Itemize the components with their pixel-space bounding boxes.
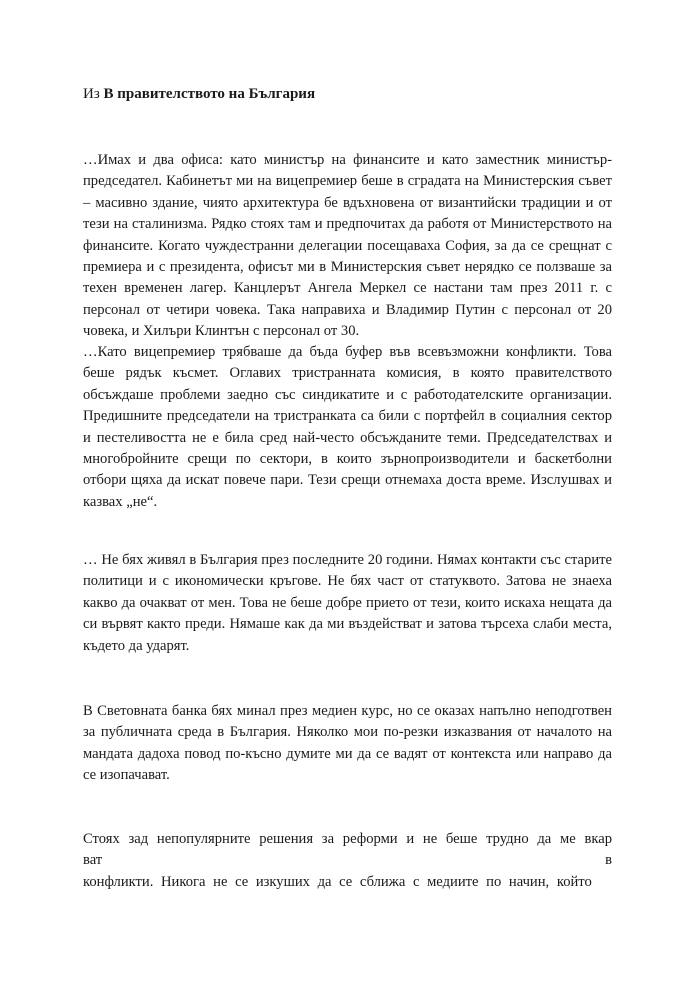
paragraph-5-line-1: Стоях зад непопулярните решения за реформи и не беше трудно да ме вкар <box>83 831 612 847</box>
document-title <box>83 84 315 104</box>
paragraph-5-line-2 <box>83 850 612 871</box>
paragraph-4: В Световната банка бях минал през медиен курс, но се оказах напълно неподготвен за публичната среда в България. Няколко мои по-резки изказвания от началото на мандата дадоха повод по-късно думите ми да се вадят от контекста или направо да се изопачават. <box>83 703 612 784</box>
paragraph-5-line-2-end: в <box>605 852 612 869</box>
paragraph-3: … Не бях живял в България през последните 20 години. Нямах контакти със старите политици и с икономически кръгове. Не бях част от статуквото. Затова не знаеха какво да очакват от мен. Това не беше добре прието от тези, които искаха нещата да си вървят както преди. Нямаше как да ми въздействат и затова търсеха слаби места, където да ударят. <box>83 552 612 654</box>
paragraph-5-line-2-start: ват <box>83 852 103 869</box>
title-prefix: Из <box>83 86 104 102</box>
paragraph-1: …Имах и два офиса: като министър на финансите и като заместник министър-председател. Кабинетът ми на вицепремиер беше в сградата на Министерския съвет – масивно здание, чиято архитектура бе вдъхновена от византийски традиции и от тези на сталинизма. Рядко стоях там и предпочитах да работя от Министерството на финансите. Когато чуждестранни делегации посещаваха София, за да се срещнат с премиера и с президента, офисът ми в Министерския съвет нерядко се ползваше за техен временен лагер. Канцлерът Ангела Меркел се настани там през 2011 г. с персонал от четири човека. Така направиха и Владимир Путин с персонал от 20 човека, и Хилъри Клинтън с персонал от 30. <box>83 152 612 340</box>
title-bold: В правителството на България <box>103 86 316 102</box>
paragraph-2: …Като вицепремиер трябваше да бъда буфер във всевъзможни конфликти. Това беше рядък късмет. Оглавих тристранната комисия, в която правителството обсъждаше проблеми заедно със синдикатите и с работодателските организации. Предишните председатели на тристранката са били с портфейл в социалния сектор и пестеливостта не е била сред най-често обсъжданите теми. Председателствах и многобройните срещи по сектори, в които зърнопроизводители и баскетболни отбори щяха да искат повече пари. Тези срещи отнемаха доста време. Изслушвах и казвах „не“. <box>83 344 612 510</box>
paragraph-5-line-3: конфликти. Никога не се изкуших да се сближа с медиите по начин, който <box>83 873 592 890</box>
paragraph-5 <box>83 829 612 893</box>
